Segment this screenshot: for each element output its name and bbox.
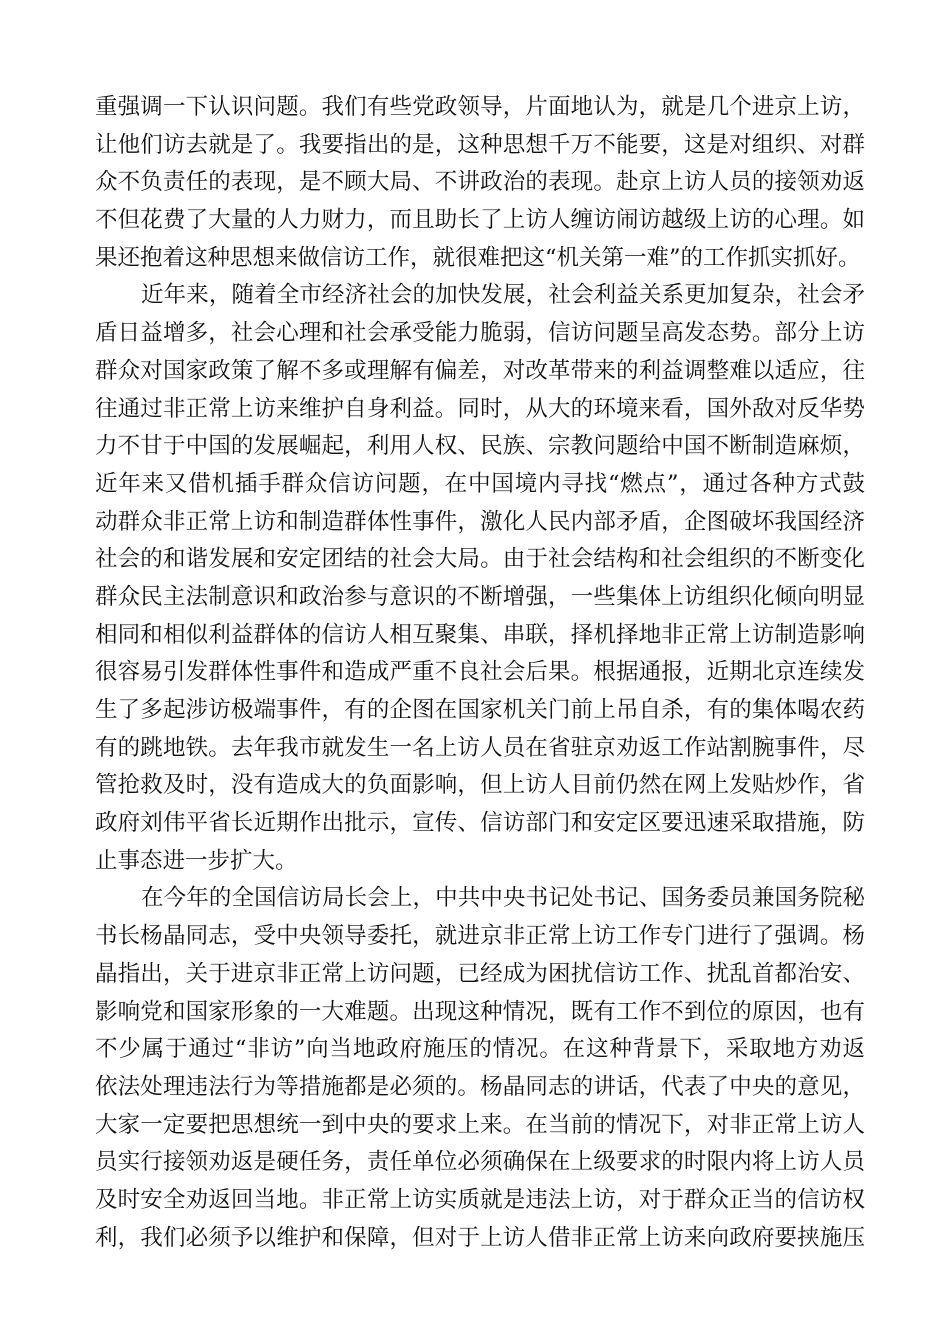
text-line: 在今年的全国信访局长会上，中共中央书记处书记、国务委员兼国务院秘 — [141, 885, 865, 912]
text-line: 利，我们必须予以维护和保障，但对于上访人借非正常上访来向政府要挟施压 — [95, 1224, 865, 1251]
text-line: 重强调一下认识问题。我们有些党政领导，片面地认为，就是几个进京上访， — [95, 94, 865, 120]
text-line: 往通过非正常上访来维护自身利益。同时，从大的环境来看，国外敌对反华势 — [95, 395, 865, 422]
text-line: 书长杨晶同志，受中央领导委托，就进京非正常上访工作专门进行了强调。杨 — [95, 923, 865, 950]
text-line: 政府刘伟平省长近期作出批示，宣传、信访部门和安定区要迅速采取措施，防 — [95, 810, 865, 837]
text-line: 群众对国家政策了解不多或理解有偏差，对改革带来的利益调整难以适应，往 — [95, 357, 865, 384]
text-line: 盾日益增多，社会心理和社会承受能力脆弱，信访问题呈高发态势。部分上访 — [95, 320, 865, 347]
text-line: 不少属于通过“非访”向当地政府施压的情况。在这种背景下，采取地方劝返 — [95, 1036, 865, 1063]
text-line: 员实行接领劝返是硬任务，责任单位必须确保在上级要求的时限内将上访人员 — [95, 1149, 865, 1176]
text-line: 影响党和国家形象的一大难题。出现这种情况，既有工作不到位的原因，也有 — [95, 998, 865, 1025]
text-line: 相同和相似利益群体的信访人相互聚集、串联，择机择地非正常上访制造影响 — [95, 621, 865, 648]
text-line: 及时安全劝返回当地。非正常上访实质就是违法上访，对于群众正当的信访权 — [95, 1186, 865, 1213]
text-line: 有的跳地铁。去年我市就发生一名上访人员在省驻京劝返工作站割腕事件，尽 — [95, 734, 865, 761]
text-line: 止事态进一步扩大。 — [95, 847, 298, 874]
text-line: 晶指出，关于进京非正常上访问题，已经成为困扰信访工作、扰乱首都治安、 — [95, 960, 865, 987]
text-line: 力不甘于中国的发展崛起，利用人权、民族、宗教问题给中国不断制造麻烦， — [95, 433, 865, 460]
text-line: 大家一定要把思想统一到中央的要求上来。在当前的情况下，对非正常上访人 — [95, 1111, 865, 1138]
text-line: 果还抱着这种思想来做信访工作，就很难把这“机关第一难”的工作抓实抓好。 — [95, 244, 861, 271]
text-line: 众不负责任的表现，是不顾大局、不讲政治的表现。赴京上访人员的接领劝返 — [95, 169, 865, 196]
text-line: 近年来又借机插手群众信访问题，在中国境内寻找“燃点”，通过各种方式鼓 — [95, 470, 865, 497]
text-line: 依法处理违法行为等措施都是必须的。杨晶同志的讲话，代表了中央的意见， — [95, 1073, 865, 1100]
text-line: 不但花费了大量的人力财力，而且助长了上访人缠访闹访越级上访的心理。如 — [95, 207, 865, 234]
text-line: 动群众非正常上访和制造群体性事件，激化人民内部矛盾，企图破坏我国经济 — [95, 508, 865, 535]
text-line: 让他们访去就是了。我要指出的是，这种思想千万不能要，这是对组织、对群 — [95, 131, 865, 158]
text-line: 近年来，随着全市经济社会的加快发展，社会利益关系更加复杂，社会矛 — [141, 282, 865, 309]
text-line: 群众民主法制意识和政治参与意识的不断增强，一些集体上访组织化倾向明显 — [95, 583, 865, 610]
body-text — [95, 89, 865, 1257]
text-line: 社会的和谐发展和安定团结的社会大局。由于社会结构和社会组织的不断变化 — [95, 546, 865, 573]
text-line: 管抢救及时，没有造成大的负面影响，但上访人目前仍然在网上发贴炒作，省 — [95, 772, 865, 799]
text-line: 生了多起涉访极端事件，有的企图在国家机关门前上吊自杀，有的集体喝农药 — [95, 697, 865, 723]
text-line: 很容易引发群体性事件和造成严重不良社会后果。根据通报，近期北京连续发 — [95, 659, 865, 686]
